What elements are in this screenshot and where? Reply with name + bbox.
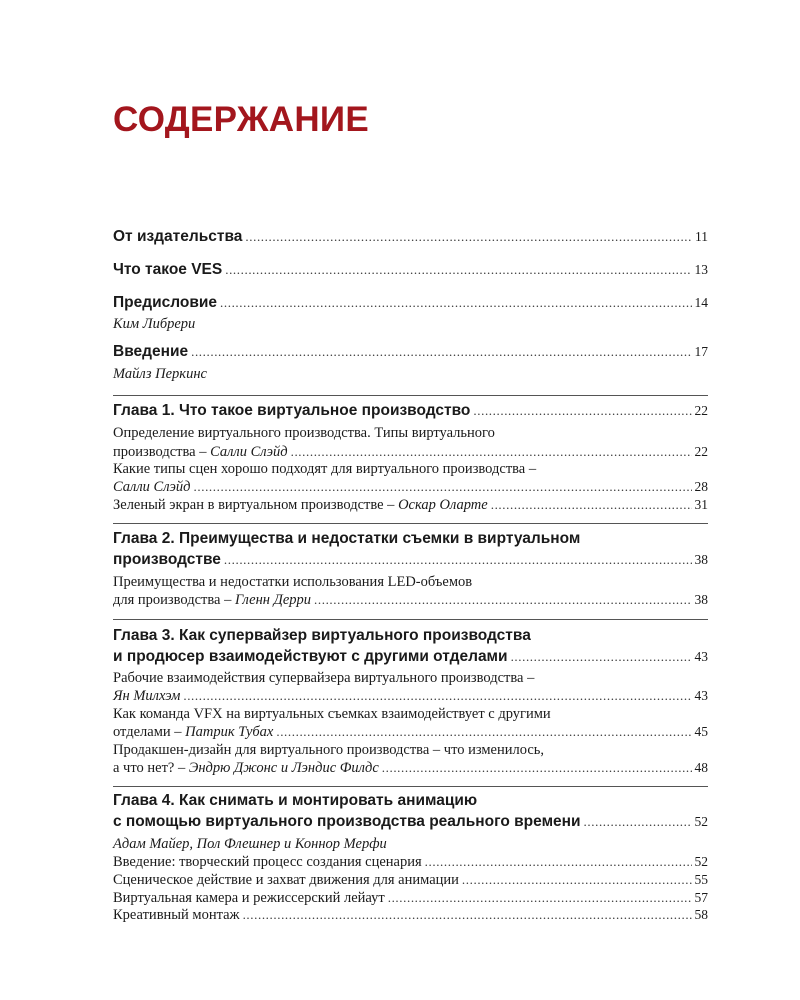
toc-subentry-line[interactable] [113, 706, 708, 726]
subentry-title: Сценическое действие и захват движения для анимации [113, 872, 459, 888]
page-title: СОДЕРЖАНИЕ [113, 100, 370, 139]
author-name: Майлз Перкинс [113, 366, 207, 382]
section-divider [113, 786, 708, 787]
author-name: Салли Слэйд [113, 479, 191, 495]
page-number: 38 [694, 592, 708, 607]
page-number: 45 [694, 724, 708, 739]
author-name: Адам Майер, Пол Флешнер и Коннор Мерфи [113, 836, 387, 852]
toc-entry-author-line [113, 366, 708, 386]
subentry-title: Какие типы сцен хорошо подходят для виртуального производства – [113, 461, 537, 477]
leader-dots [183, 688, 691, 704]
subentry-title: Определение виртуального производства. Типы виртуального [113, 425, 495, 441]
toc-subentry-line[interactable] [113, 574, 708, 594]
page-number: 57 [694, 890, 708, 905]
subentry-title: Продакшен-дизайн для виртуального производства – что изменилось, [113, 742, 545, 758]
leader-dots [291, 444, 692, 460]
toc-subentry-line[interactable] [113, 670, 708, 690]
author-name: Ян Милхэм [113, 688, 181, 704]
leader-dots [388, 890, 692, 906]
page-number: 52 [694, 814, 708, 829]
leader-dots [276, 724, 691, 740]
section-divider [113, 395, 708, 396]
toc-subentry[interactable] [113, 688, 708, 708]
page-number: 55 [694, 872, 708, 887]
subentry-title: Введение: творческий процесс создания сценария [113, 854, 422, 870]
chapter-title: и продюсер взаимодействуют с другими отделами [113, 648, 508, 665]
toc-chapter-4-heading[interactable] [113, 813, 708, 835]
chapter-title: с помощью виртуального производства реального времени [113, 813, 581, 830]
page-number: 52 [694, 854, 708, 869]
author-name: Патрик Тубах [185, 724, 274, 740]
leader-dots [314, 592, 691, 608]
leader-dots [243, 907, 692, 923]
page-number: 58 [694, 907, 708, 922]
toc-chapter-4-heading-line[interactable] [113, 792, 708, 814]
subentry-title: Преимущества и недостатки использования LED-объемов [113, 574, 473, 590]
leader-dots [225, 262, 691, 278]
page-number: 43 [694, 649, 708, 664]
page-number: 22 [694, 403, 708, 418]
toc-entry-title: От издательства [113, 228, 243, 245]
subentry-title-text: отделами – [113, 724, 186, 740]
page-number: 11 [695, 229, 708, 244]
subentry-title: Как команда VFX на виртуальных съемках взаимодействует с другими [113, 706, 551, 722]
toc-subentry[interactable] [113, 724, 708, 744]
page-number: 14 [694, 295, 708, 310]
author-name: Салли Слэйд [210, 444, 288, 460]
leader-dots [191, 344, 691, 360]
page-number: 28 [694, 479, 708, 494]
toc-subentry[interactable] [113, 907, 708, 927]
toc-entry-title: Что такое VES [113, 261, 223, 278]
leader-dots [220, 295, 691, 311]
section-divider [113, 619, 708, 620]
toc-entry-author-line [113, 836, 708, 856]
leader-dots [511, 649, 692, 665]
leader-dots [584, 814, 692, 830]
subentry-title-text: для производства – [113, 592, 235, 608]
toc-subentry[interactable] [113, 760, 708, 780]
subentry-title: Виртуальная камера и режиссерский лейаут [113, 890, 385, 906]
subentry-title [113, 444, 288, 461]
page-number: 43 [694, 688, 708, 703]
toc-entry-foreword[interactable] [113, 294, 708, 316]
toc-entry-introduction[interactable] [113, 343, 708, 365]
toc-subentry[interactable] [113, 497, 708, 517]
author-name: Ким Либрери [113, 316, 196, 332]
page-number: 22 [694, 444, 708, 459]
subentry-title: Рабочие взаимодействия супервайзера виртуального производства – [113, 670, 535, 686]
page-number: 48 [694, 760, 708, 775]
section-divider [113, 523, 708, 524]
leader-dots [382, 760, 692, 776]
subentry-title-text: производства – [113, 444, 211, 460]
leader-dots [473, 403, 691, 419]
toc-entry-what-is-ves[interactable] [113, 261, 708, 283]
leader-dots [425, 854, 692, 870]
chapter-title: Глава 2. Преимущества и недостатки съемки в виртуальном [113, 530, 581, 547]
toc-subentry[interactable] [113, 872, 708, 892]
toc-subentry-line[interactable] [113, 461, 708, 481]
toc-subentry[interactable] [113, 479, 708, 499]
toc-subentry-line[interactable] [113, 742, 708, 762]
toc-chapter-1-heading[interactable] [113, 402, 708, 424]
page-number: 38 [694, 552, 708, 567]
page-number: 31 [694, 497, 708, 512]
subentry-title: Креативный монтаж [113, 907, 240, 923]
toc-chapter-2-heading[interactable] [113, 551, 708, 573]
toc-chapter-3-heading[interactable] [113, 648, 708, 670]
author-name: Гленн Дерри [234, 592, 312, 608]
chapter-title: Глава 3. Как супервайзер виртуального производства [113, 627, 531, 644]
chapter-title: производстве [113, 551, 221, 568]
toc-entry-title: Введение [113, 343, 189, 360]
leader-dots [245, 229, 692, 245]
leader-dots [194, 479, 692, 495]
page-number: 13 [694, 262, 708, 277]
toc-subentry[interactable] [113, 592, 708, 612]
subentry-title-text: Зеленый экран в виртуальном производстве – [113, 497, 399, 513]
chapter-title: Глава 1. Что такое виртуальное производство [113, 402, 471, 419]
subentry-title-text: а что нет? – [113, 760, 189, 776]
author-name: Оскар Оларте [398, 497, 488, 513]
leader-dots [491, 497, 692, 513]
chapter-title: Глава 4. Как снимать и монтировать анимацию [113, 792, 478, 809]
toc-entry-title: Предисловие [113, 294, 218, 311]
toc-entry-author-line [113, 316, 708, 336]
toc-subentry[interactable] [113, 854, 708, 874]
toc-subentry-line[interactable] [113, 425, 708, 445]
toc-chapter-2-heading-line[interactable] [113, 530, 708, 552]
toc-entry-from-publisher[interactable] [113, 228, 708, 250]
toc-chapter-3-heading-line[interactable] [113, 627, 708, 649]
author-name: Эндрю Джонс и Лэндис Филдс [188, 760, 379, 776]
leader-dots [224, 552, 692, 568]
leader-dots [462, 872, 692, 888]
page-number: 17 [694, 344, 708, 359]
